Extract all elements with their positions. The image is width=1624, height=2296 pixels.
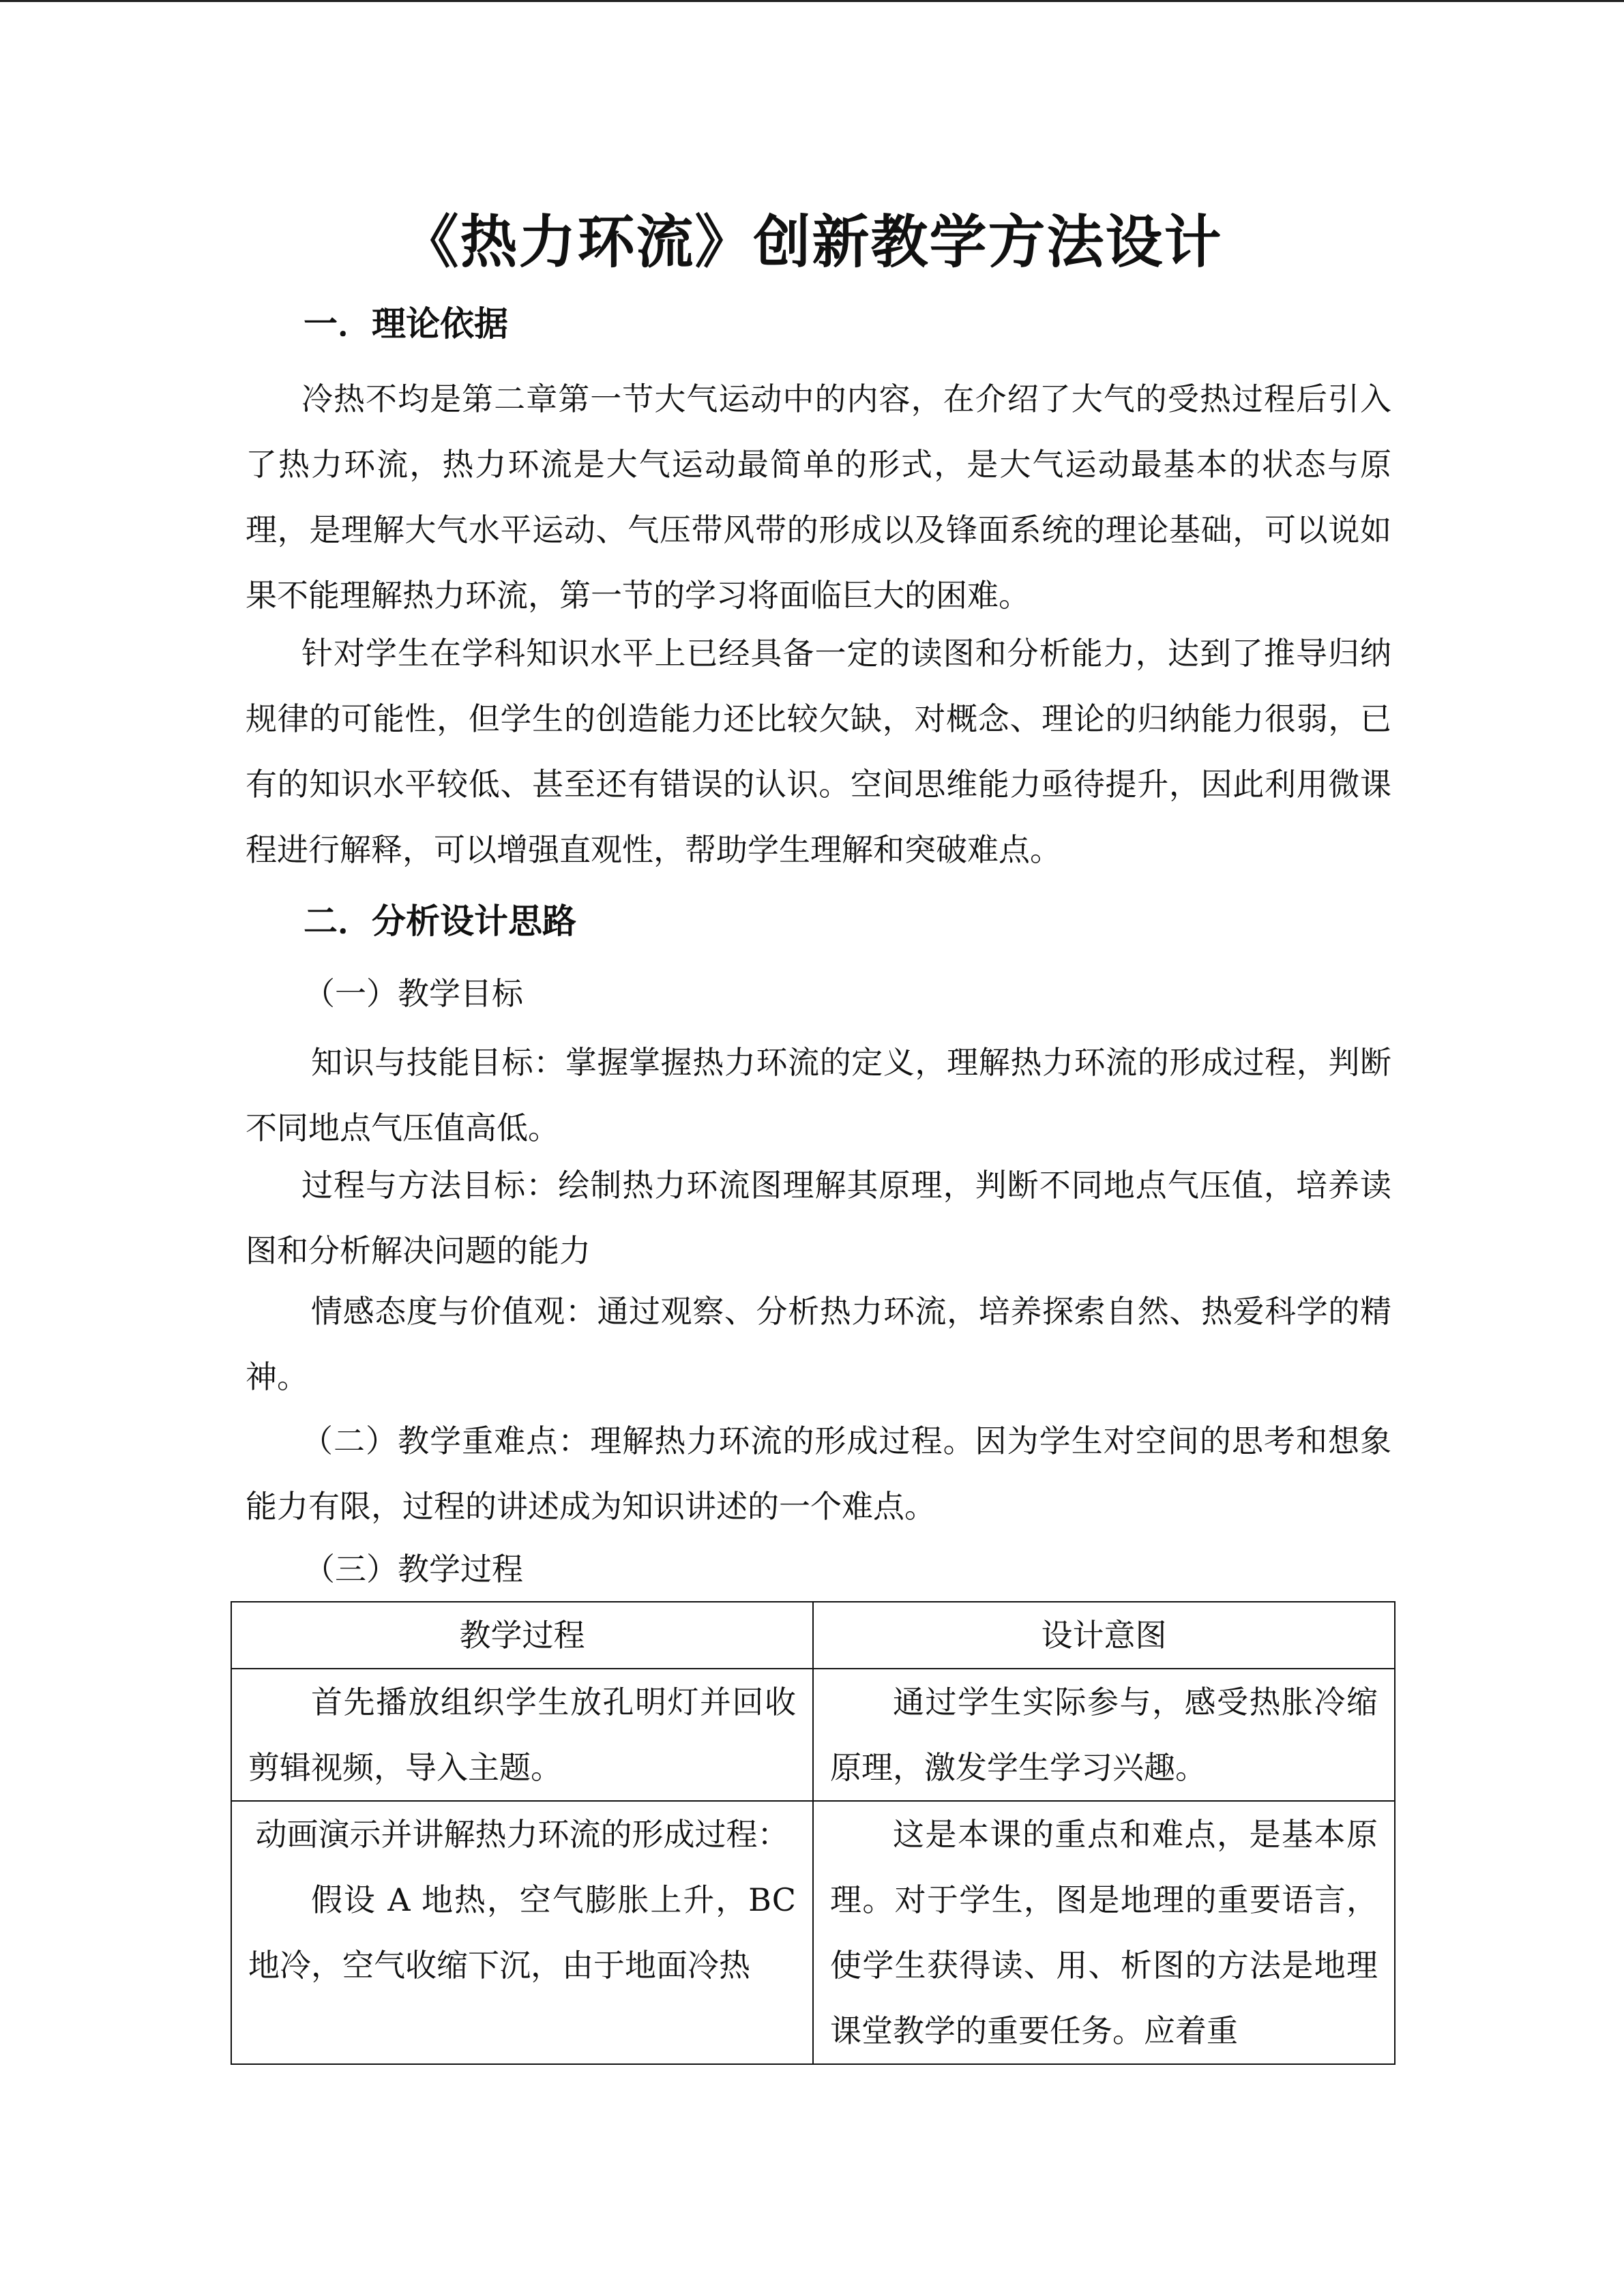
table-cell-process bbox=[231, 1669, 813, 1801]
table-header-process: 教学过程 bbox=[231, 1602, 813, 1669]
table-row bbox=[231, 1669, 1395, 1801]
paragraph-goal-knowledge: 知识与技能目标：掌握掌握热力环流的定义，理解热力环流的形成过程，判断不同地点气压值高低。 bbox=[246, 1044, 1391, 1146]
cell-heading-text: 动画演示并讲解热力环流的形成过程： bbox=[255, 1816, 789, 1853]
paragraph-key-difficulty: （二）教学重难点：理解热力环流的形成过程。因为学生对空间的思考和想象能力有限，过程的讲述成为知识讲述的一个难点。 bbox=[246, 1422, 1391, 1525]
table-cell-intent bbox=[813, 1801, 1395, 2064]
subheading-teaching-process: （三）教学过程 bbox=[304, 1551, 523, 1587]
section-heading-theory: 一．理论依据 bbox=[304, 304, 508, 344]
cell-text: 通过学生实际参与，感受热胀冷缩原理，激发学生学习兴趣。 bbox=[830, 1684, 1378, 1786]
teaching-process-table bbox=[231, 1601, 1396, 2065]
paragraph-goal-emotion: 情感态度与价值观：通过观察、分析热力环流，培养探索自然、热爱科学的精神。 bbox=[246, 1293, 1391, 1395]
table-header-intent: 设计意图 bbox=[813, 1602, 1395, 1669]
subheading-teaching-goals: （一）教学目标 bbox=[304, 975, 523, 1012]
table-cell-process bbox=[231, 1801, 813, 2064]
table-cell-intent bbox=[813, 1669, 1395, 1801]
cell-text: 假设 A 地热，空气膨胀上升，BC 地冷，空气收缩下沉，由于地面冷热 bbox=[248, 1881, 796, 1984]
document-title: 《热力环流》创新教学方法设计 bbox=[401, 209, 1223, 275]
paragraph-goal-process: 过程与方法目标：绘制热力环流图理解其原理，判断不同地点气压值，培养读图和分析解决问题的能力 bbox=[246, 1167, 1391, 1269]
page-top-border bbox=[0, 0, 1624, 2]
section-heading-design: 二．分析设计思路 bbox=[304, 901, 576, 941]
table-header-row bbox=[231, 1602, 1395, 1669]
table-row bbox=[231, 1801, 1395, 2064]
cell-text: 这是本课的重点和难点，是基本原理。对于学生，图是地理的重要语言，使学生获得读、用、析图的方法是地理课堂教学的重要任务。应着重 bbox=[830, 1816, 1378, 2049]
paragraph-theory-2: 针对学生在学科知识水平上已经具备一定的读图和分析能力，达到了推导归纳规律的可能性，但学生的创造能力还比较欠缺，对概念、理论的归纳能力很弱，已有的知识水平较低、甚至还有错误的认识。空间思维能力亟待提升，因此利用微课程进行解释，可以增强直观性，帮助学生理解和突破难点。 bbox=[246, 635, 1391, 868]
paragraph-theory-1: 冷热不均是第二章第一节大气运动中的内容，在介绍了大气的受热过程后引入了热力环流，热力环流是大气运动最简单的形式，是大气运动最基本的状态与原理，是理解大气水平运动、气压带风带的形成以及锋面系统的理论基础，可以说如果不能理解热力环流，第一节的学习将面临巨大的困难。 bbox=[246, 381, 1391, 614]
cell-text: 首先播放组织学生放孔明灯并回收剪辑视频，导入主题。 bbox=[248, 1684, 796, 1786]
